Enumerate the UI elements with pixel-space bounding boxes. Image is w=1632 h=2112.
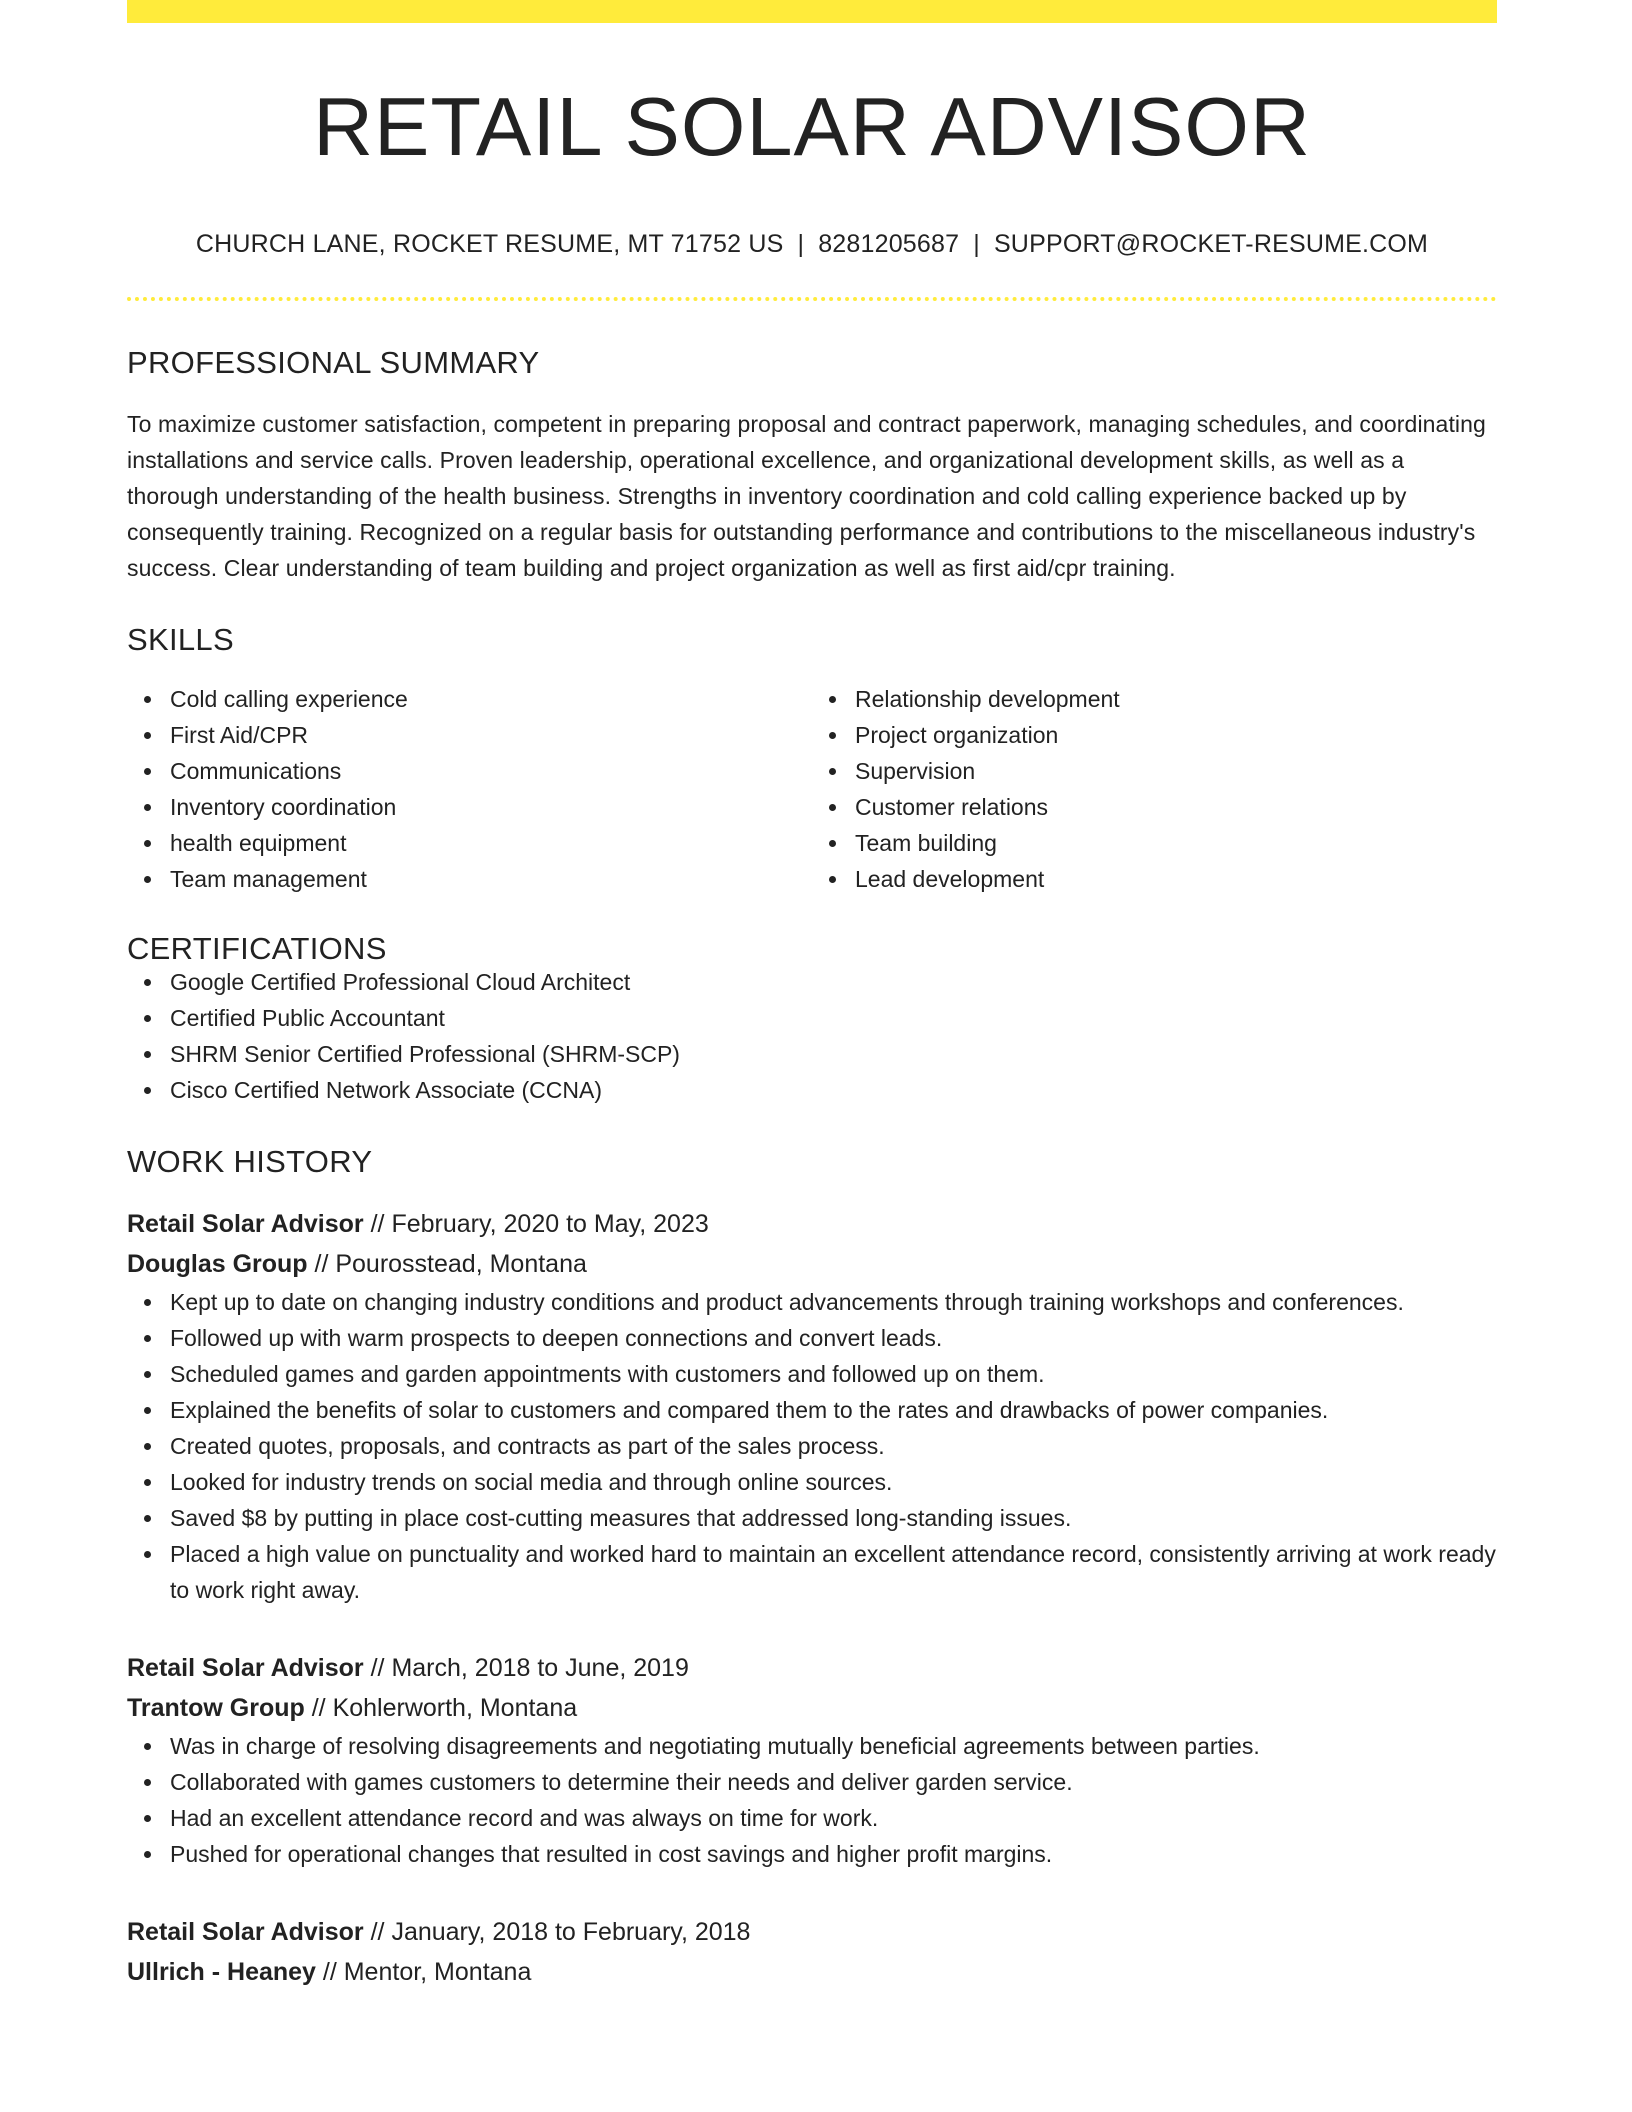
job-company-line	[127, 1952, 1497, 1992]
section-title-certifications: CERTIFICATIONS	[127, 931, 387, 966]
section-title-work-history: WORK HISTORY	[127, 1144, 373, 1179]
skill-item: Customer relations	[812, 789, 1497, 825]
skills-column-left	[127, 681, 812, 897]
job-duty-item: Scheduled games and garden appointments with customers and followed up on them.	[127, 1356, 1497, 1392]
skill-item: Supervision	[812, 753, 1497, 789]
job-location: // Mentor, Montana	[315, 1958, 532, 1986]
resume-page	[127, 0, 1497, 1992]
job-duty-item: Looked for industry trends on social media and through online sources.	[127, 1464, 1497, 1500]
skill-item: Cold calling experience	[127, 681, 812, 717]
certification-item: Google Certified Professional Cloud Architect	[127, 964, 1497, 1000]
skills-column-right	[812, 681, 1497, 897]
job-entry	[127, 1912, 1497, 1992]
job-entry	[127, 1204, 1497, 1608]
job-duties-list	[127, 1728, 1497, 1872]
certification-item: Cisco Certified Network Associate (CCNA)	[127, 1072, 1497, 1108]
job-duty-item: Kept up to date on changing industry conditions and product advancements through training workshops and conferences.	[127, 1284, 1497, 1320]
job-duty-item: Pushed for operational changes that resulted in cost savings and higher profit margins.	[127, 1836, 1497, 1872]
work-history-list	[127, 1204, 1497, 1992]
job-role-line	[127, 1912, 1497, 1952]
skill-item: Inventory coordination	[127, 789, 812, 825]
job-duty-item: Placed a high value on punctuality and worked hard to maintain an excellent attendance record, consistently arriving at work ready to work right away.	[127, 1536, 1497, 1608]
job-dates: // March, 2018 to June, 2019	[363, 1654, 689, 1682]
contact-line	[127, 232, 1497, 257]
job-role-line	[127, 1648, 1497, 1688]
skill-item: Team building	[812, 825, 1497, 861]
job-role-line	[127, 1204, 1497, 1244]
contact-email: SUPPORT@ROCKET-RESUME.COM	[993, 230, 1429, 258]
job-location: // Pourosstead, Montana	[307, 1250, 587, 1278]
job-role: Retail Solar Advisor	[127, 1654, 364, 1682]
job-duty-item: Was in charge of resolving disagreements and negotiating mutually beneficial agreements between parties.	[127, 1728, 1497, 1764]
job-company: Trantow Group	[127, 1694, 305, 1722]
job-duty-item: Explained the benefits of solar to customers and compared them to the rates and drawbacks of power companies.	[127, 1392, 1497, 1428]
job-dates: // January, 2018 to February, 2018	[363, 1918, 751, 1946]
skill-item: Communications	[127, 753, 812, 789]
candidate-title: RETAIL SOLAR ADVISOR	[313, 80, 1311, 173]
certification-item: SHRM Senior Certified Professional (SHRM-SCP)	[127, 1036, 1497, 1072]
job-duty-item: Created quotes, proposals, and contracts as part of the sales process.	[127, 1428, 1497, 1464]
section-title-skills: SKILLS	[127, 622, 234, 657]
job-company-line	[127, 1244, 1497, 1284]
job-location: // Kohlerworth, Montana	[304, 1694, 578, 1722]
contact-separator: |	[797, 230, 805, 258]
section-title-summary: PROFESSIONAL SUMMARY	[127, 345, 540, 380]
job-dates: // February, 2020 to May, 2023	[363, 1210, 709, 1238]
contact-phone: 8281205687	[818, 230, 960, 258]
certifications-list	[127, 964, 1497, 1108]
skill-item: health equipment	[127, 825, 812, 861]
summary-paragraph: To maximize customer satisfaction, competent in preparing proposal and contract paperwork, managing schedules, and coordinating installations and service calls. Proven leadership, operational excellence, and organizational development skills, as well as a thorough understanding of the health business. Strengths in inventory coordination and cold calling experience backed up by consequently training. Recognized on a regular basis for outstanding performance and contributions to the miscellaneous industry's success. Clear understanding of team building and project organization as well as first aid/cpr training.	[127, 411, 1486, 581]
job-duty-item: Collaborated with games customers to determine their needs and deliver garden service.	[127, 1764, 1497, 1800]
job-company: Douglas Group	[127, 1250, 308, 1278]
job-duty-item: Saved $8 by putting in place cost-cutting measures that addressed long-standing issues.	[127, 1500, 1497, 1536]
job-role: Retail Solar Advisor	[127, 1210, 364, 1238]
job-entry	[127, 1648, 1497, 1872]
accent-top-bar	[127, 0, 1497, 23]
job-duty-item: Followed up with warm prospects to deepen connections and convert leads.	[127, 1320, 1497, 1356]
skills-grid	[127, 681, 1497, 897]
skill-item: Team management	[127, 861, 812, 897]
dotted-divider	[127, 297, 1497, 301]
certification-item: Certified Public Accountant	[127, 1000, 1497, 1036]
skills-list-right	[812, 681, 1497, 897]
skill-item: First Aid/CPR	[127, 717, 812, 753]
job-role: Retail Solar Advisor	[127, 1918, 364, 1946]
contact-separator: |	[973, 230, 980, 258]
skill-item: Lead development	[812, 861, 1497, 897]
contact-address: CHURCH LANE, ROCKET RESUME, MT 71752 US	[195, 230, 784, 258]
job-company: Ullrich - Heaney	[127, 1958, 316, 1986]
job-duty-item: Had an excellent attendance record and was always on time for work.	[127, 1800, 1497, 1836]
job-company-line	[127, 1688, 1497, 1728]
skill-item: Project organization	[812, 717, 1497, 753]
skills-list-left	[127, 681, 812, 897]
job-duties-list	[127, 1284, 1497, 1608]
skill-item: Relationship development	[812, 681, 1497, 717]
